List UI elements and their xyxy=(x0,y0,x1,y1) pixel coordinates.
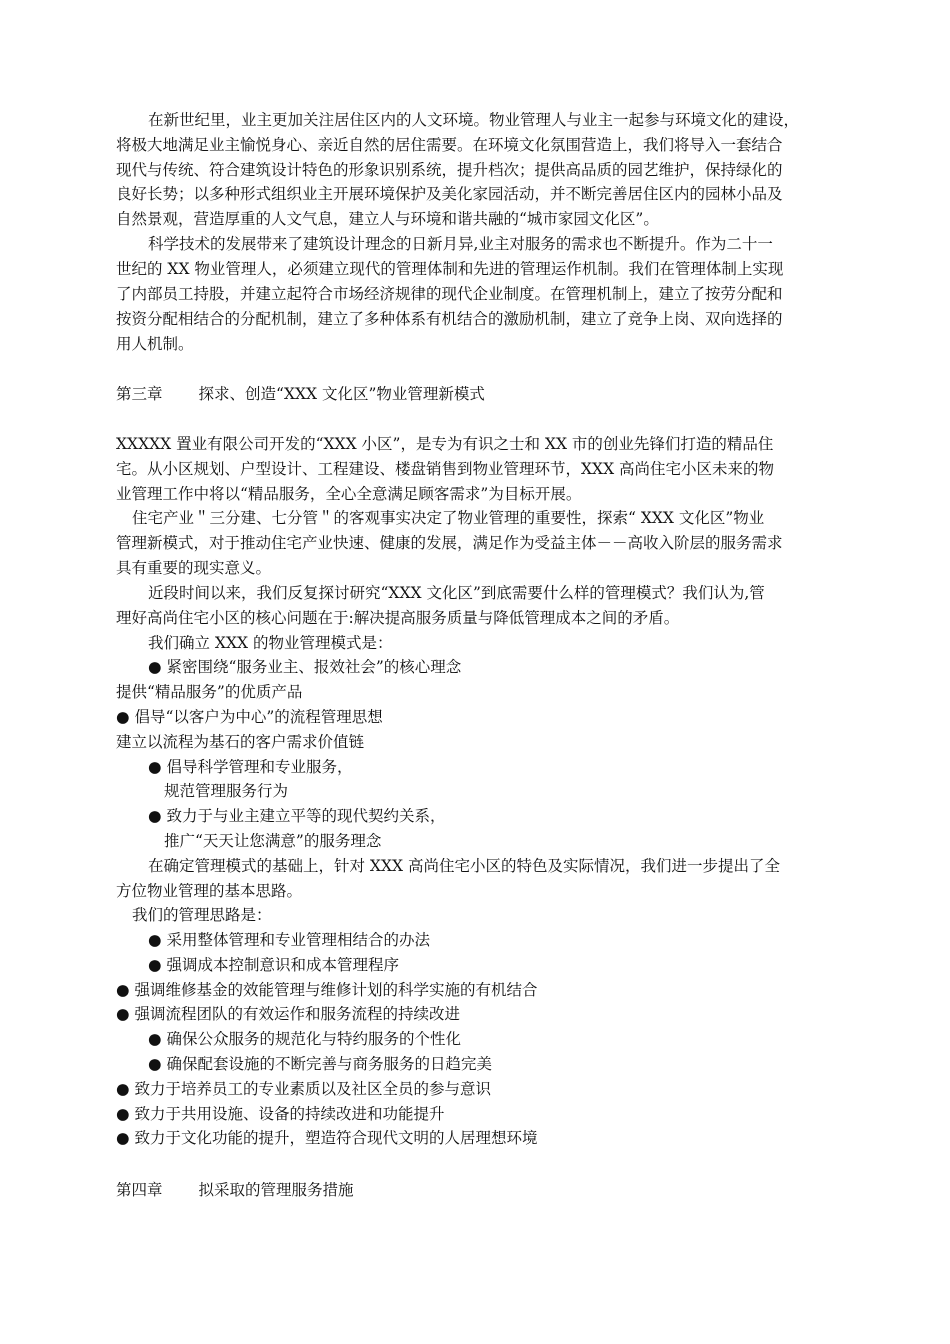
paragraph-4-line-1: 住宅产业＂三分建、七分管＂的客观事实决定了物业管理的重要性，探索“ XXX 文化区”物业 xyxy=(132,509,765,527)
mode-item: ● 致力于与业主建立平等的现代契约关系， xyxy=(148,807,446,825)
paragraph-4-line-2: 管理新模式，对于推动住宅产业快速、健康的发展，满足作为受益主体－－高收入阶层的服务需求 xyxy=(116,534,783,552)
paragraph-1-line-3: 现代与传统、符合建筑设计特色的形象识别系统，提升档次；提供高品质的园艺维护，保持绿化的 xyxy=(116,161,783,179)
paragraph-3-line-1: XXXXX 置业有限公司开发的“XXX 小区”，是专为有识之士和 XX 市的创业先锋们打造的精品住 xyxy=(116,435,774,453)
approach-item: ● 采用整体管理和专业管理相结合的办法 xyxy=(148,931,430,949)
chapter-4-title: 拟采取的管理服务措施 xyxy=(198,1181,354,1199)
paragraph-1-line-1: 在新世纪里，业主更加关注居住区内的人文环境。物业管理人与业主一起参与环境文化的建设， xyxy=(148,111,800,129)
approach-intro: 我们的管理思路是： xyxy=(132,906,272,924)
approach-item: ● 强调成本控制意识和成本管理程序 xyxy=(148,956,399,974)
approach-item: ● 致力于文化功能的提升，塑造符合现代文明的人居理想环境 xyxy=(116,1129,538,1147)
mode-item: 提供“精品服务”的优质产品 xyxy=(116,683,303,701)
paragraph-1-line-5: 自然景观，营造厚重的人文气息，建立人与环境和谐共融的“城市家园文化区”。 xyxy=(116,210,659,228)
paragraph-1-line-2: 将极大地满足业主愉悦身心、亲近自然的居住需要。在环境文化氛围营造上，我们将导入一套结合 xyxy=(116,136,783,154)
paragraph-2-line-1: 科学技术的发展带来了建筑设计理念的日新月异,业主对服务的需求也不断提升。作为二十一 xyxy=(148,235,773,253)
mode-item: 推广“天天让您满意”的服务理念 xyxy=(164,832,382,850)
chapter-3-heading xyxy=(116,384,485,404)
paragraph-2-line-5: 用人机制。 xyxy=(116,335,194,353)
paragraph-6-line-1: 在确定管理模式的基础上，针对 XXX 高尚住宅小区的特色及实际情况，我们进一步提出了全 xyxy=(148,857,780,875)
mode-item: 规范管理服务行为 xyxy=(164,782,289,800)
approach-item: ● 确保配套设施的不断完善与商务服务的日趋完美 xyxy=(148,1055,492,1073)
approach-item: ● 强调维修基金的效能管理与维修计划的科学实施的有机结合 xyxy=(116,981,538,999)
approach-item: ● 强调流程团队的有效运作和服务流程的持续改进 xyxy=(116,1005,460,1023)
mode-intro: 我们确立 XXX 的物业管理模式是： xyxy=(148,634,393,652)
paragraph-5-line-2: 理好高尚住宅小区的核心问题在于:解决提高服务质量与降低管理成本之间的矛盾。 xyxy=(116,609,680,627)
mode-item: ● 紧密围绕“服务业主、报效社会”的核心理念 xyxy=(148,658,462,676)
approach-item: ● 致力于共用设施、设备的持续改进和功能提升 xyxy=(116,1105,445,1123)
chapter-3-title: 探求、创造“XXX 文化区”物业管理新模式 xyxy=(198,385,485,403)
mode-item: 建立以流程为基石的客户需求价值链 xyxy=(116,733,365,751)
mode-item: ● 倡导科学管理和专业服务， xyxy=(148,758,353,776)
paragraph-5-line-1: 近段时间以来，我们反复探讨研究“XXX 文化区”到底需要什么样的管理模式？我们认为,管 xyxy=(148,584,765,602)
chapter-4-number: 第四章 xyxy=(116,1181,163,1199)
paragraph-2-line-2: 世纪的 XX 物业管理人，必须建立现代的管理体制和先进的管理运作机制。我们在管理体制上实现 xyxy=(116,260,784,278)
approach-item: ● 确保公众服务的规范化与特约服务的个性化 xyxy=(148,1030,461,1048)
paragraph-1-line-4: 良好长势；以多种形式组织业主开展环境保护及美化家园活动，并不断完善居住区内的园林小品及 xyxy=(116,185,783,203)
chapter-3-number: 第三章 xyxy=(116,385,163,403)
paragraph-2-line-3: 了内部员工持股，并建立起符合市场经济规律的现代企业制度。在管理机制上，建立了按劳分配和 xyxy=(116,285,783,303)
paragraph-2-line-4: 按资分配相结合的分配机制，建立了多种体系有机结合的激励机制，建立了竞争上岗、双向选择的 xyxy=(116,310,783,328)
mode-item: ● 倡导“以客户为中心”的流程管理思想 xyxy=(116,708,383,726)
paragraph-3-line-2: 宅。从小区规划、户型设计、工程建设、楼盘销售到物业管理环节，XXX 高尚住宅小区未来的物 xyxy=(116,460,775,478)
paragraph-6-line-2: 方位物业管理的基本思路。 xyxy=(116,882,303,900)
paragraph-3-line-3: 业管理工作中将以“精品服务，全心全意满足顾客需求”为目标开展。 xyxy=(116,485,582,503)
approach-item: ● 致力于培养员工的专业素质以及社区全员的参与意识 xyxy=(116,1080,491,1098)
paragraph-4-line-3: 具有重要的现实意义。 xyxy=(116,559,272,577)
chapter-4-heading xyxy=(116,1180,354,1200)
